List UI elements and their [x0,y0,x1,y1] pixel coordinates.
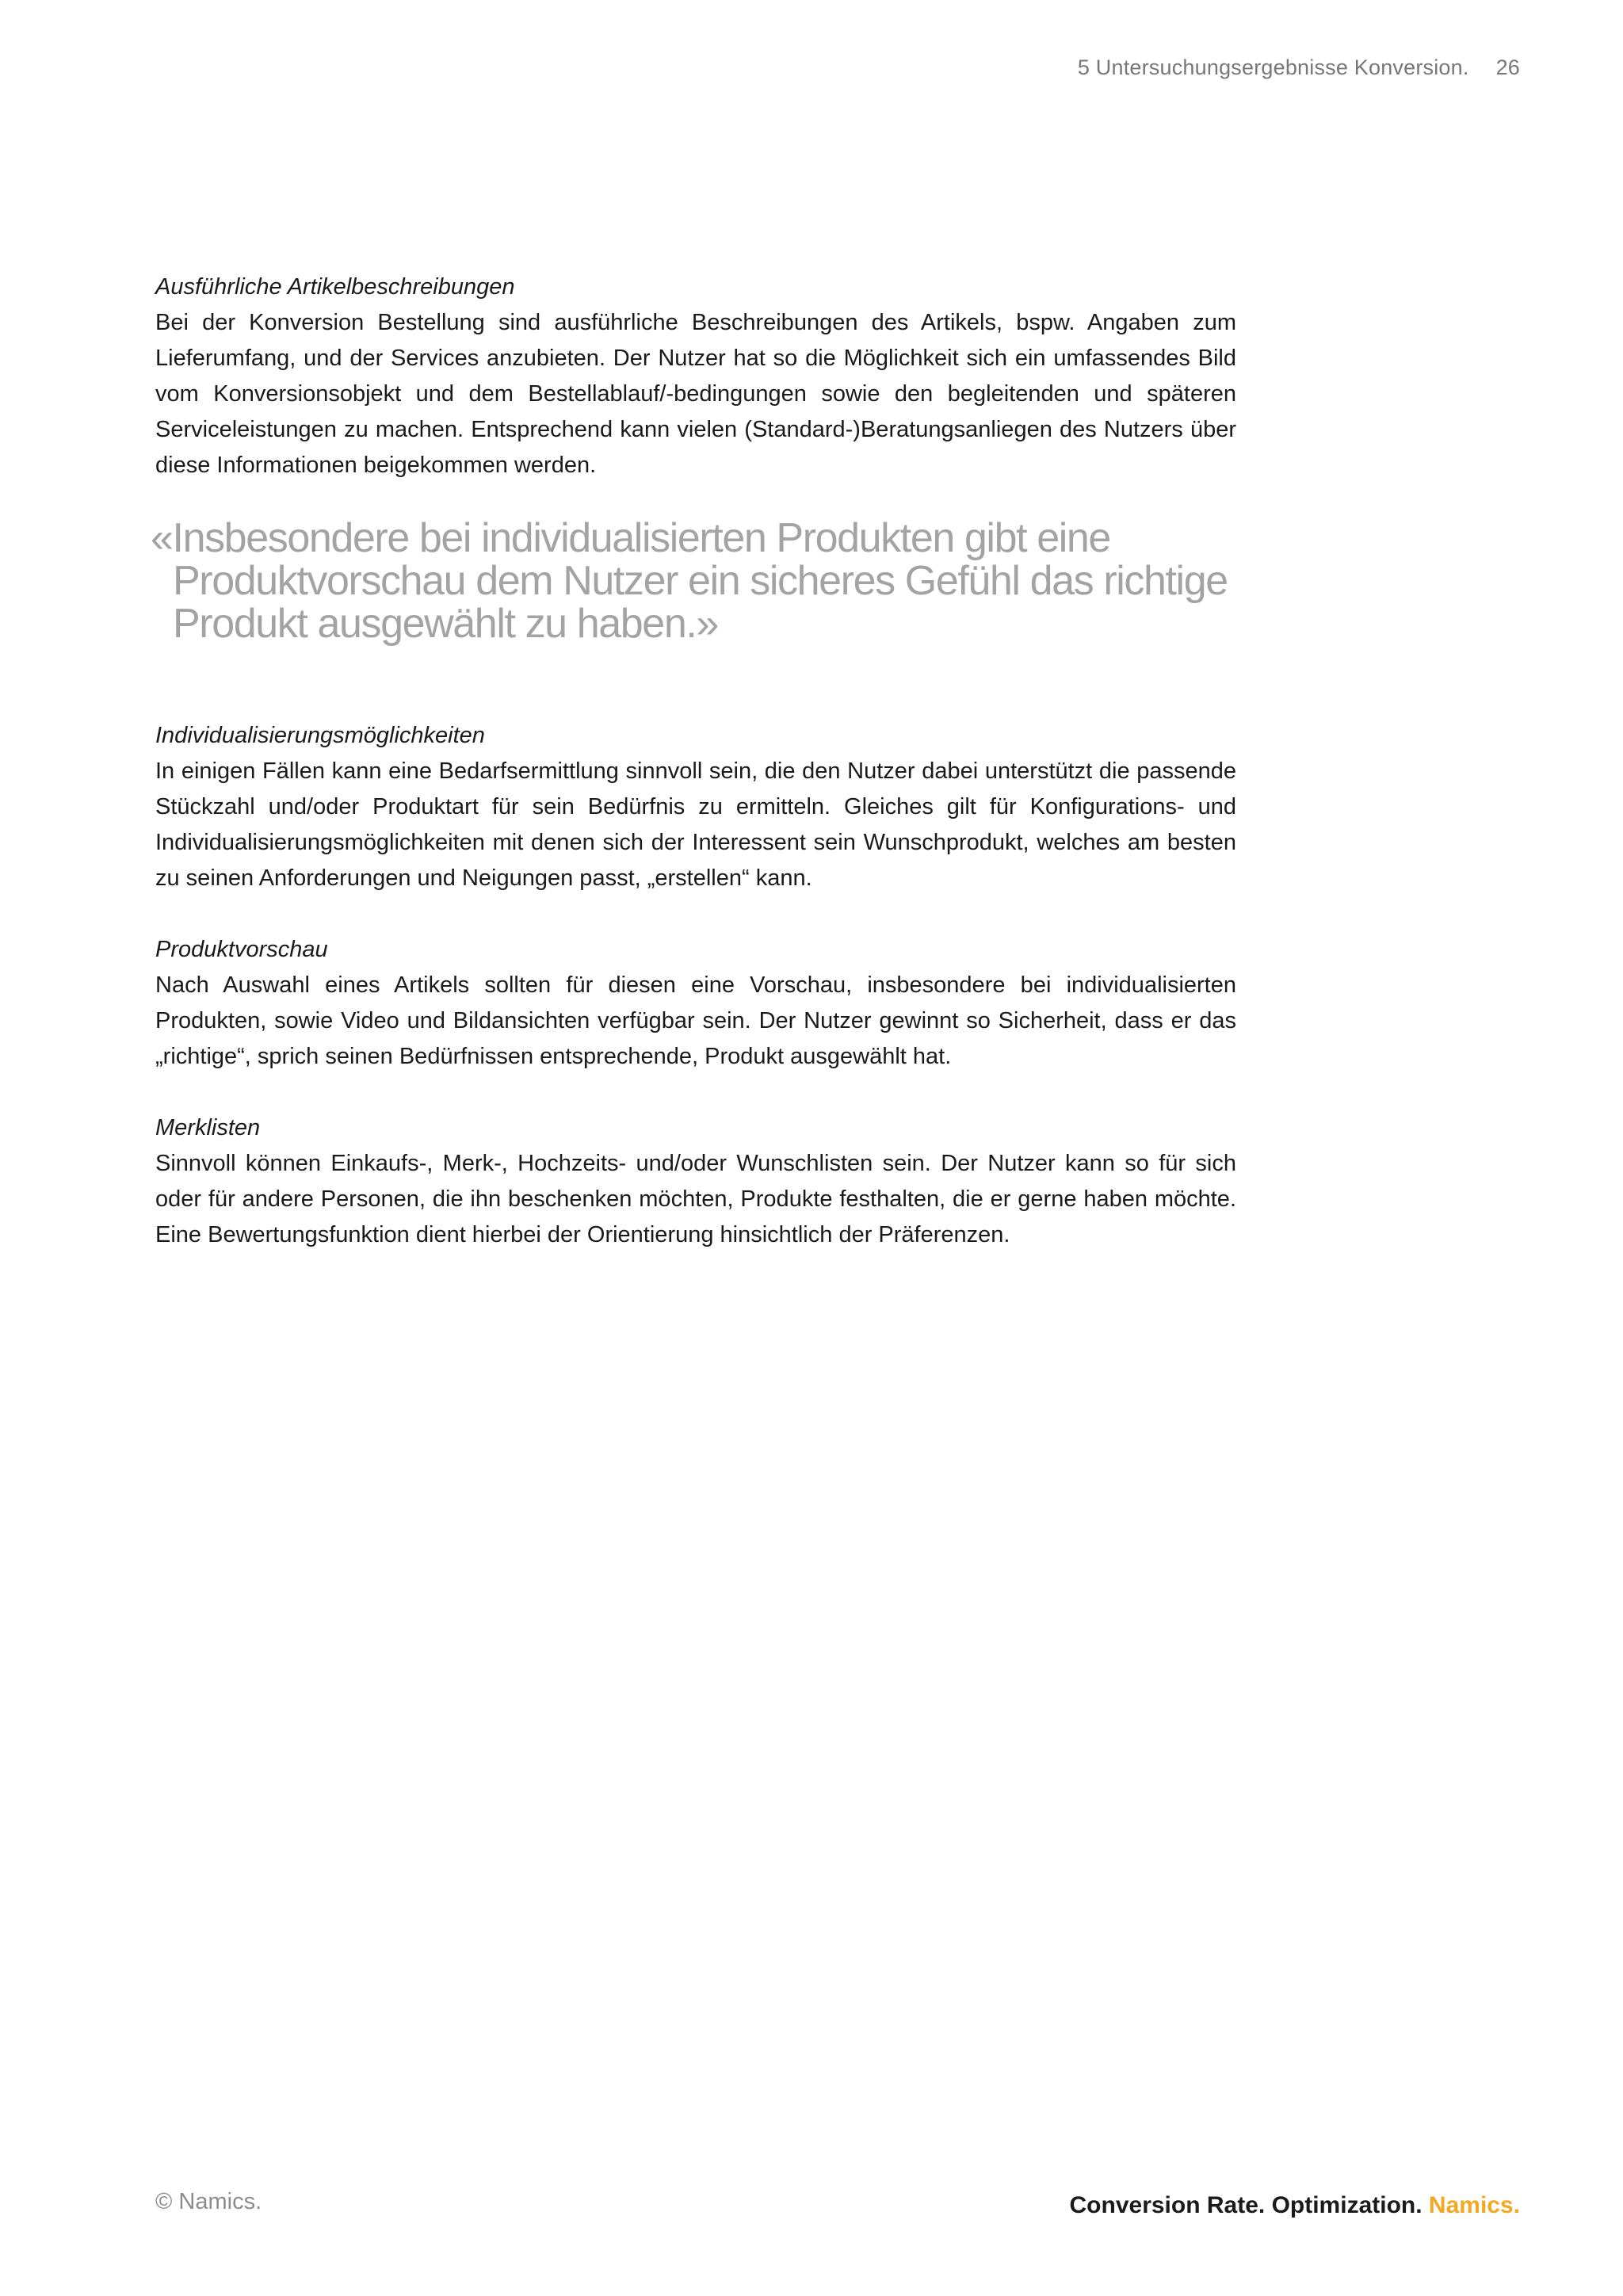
pull-quote [151,517,1244,645]
copyright-notice: © Namics. [155,2189,262,2214]
section-individualisierung [155,718,1236,896]
footer-tagline [1070,2192,1520,2219]
brand-name: Namics. [1428,2192,1520,2218]
page-header [1078,55,1520,80]
pull-quote-line-1: «Insbesondere bei individualisierten Produkten gibt eine [151,515,1110,561]
page-number: 26 [1495,55,1520,79]
tagline-text: Conversion Rate. Optimization. [1069,2192,1423,2218]
section-body: In einigen Fällen kann eine Bedarfsermittlung sinnvoll sein, die den Nutzer dabei unterstützt die passende Stückzahl und/oder Produktart für sein Bedürfnis zu ermitteln. Gleiches gilt für Konfigurations- und Individualisierungsmöglichkeiten mit denen sich der Interessent sein Wunschprodukt, welches am besten zu seinen Anforderungen und Neigungen passt, „erstellen“ kann. [155,758,1236,891]
section-body: Nach Auswahl eines Artikels sollten für diesen eine Vorschau, insbesondere bei individualisierten Produkten, sowie Video und Bildansichten verfügbar sein. Der Nutzer gewinnt so Sicherheit, dass er das „richtige“, sprich seinen Bedürfnissen entsprechende, Produkt ausgewählt hat. [155,972,1236,1069]
section-body: Bei der Konversion Bestellung sind ausführliche Beschreibungen des Artikels, bspw. Angaben zum Lieferumfang, und der Services anzubieten. Der Nutzer hat so die Möglichkeit sich ein umfassendes Bild vom Konversionsobjekt und dem Bestellablauf/-bedingungen sowie den begleitenden und späteren Serviceleistungen zu machen. Entsprechend kann vielen (Standard-)Beratungsanliegen des Nutzers über diese Informationen beigekommen werden. [155,310,1236,478]
section-produktvorschau [155,932,1236,1075]
section-heading: Ausführliche Artikelbeschreibungen [155,274,515,300]
main-content [151,269,1236,1253]
page-footer [155,2189,1520,2229]
section-body: Sinnvoll können Einkaufs-, Merk-, Hochzeits- und/oder Wunschlisten sein. Der Nutzer kann so für sich oder für andere Personen, die ihn beschenken möchten, Produkte festhalten, die er gerne haben möchte. Eine Bewertungsfunktion dient hierbei der Orientierung hinsichtlich der Präferenzen. [155,1151,1236,1247]
section-merklisten [155,1110,1236,1253]
pull-quote-continuation: Produktvorschau dem Nutzer ein sicheres Gefühl das richtige Produkt ausgewählt zu haben.» [173,558,1228,647]
section-heading: Individualisierungsmöglichkeiten [155,723,485,748]
chapter-title: 5 Untersuchungsergebnisse Konversion. [1077,55,1469,79]
section-artikelbeschreibungen [155,269,1236,483]
section-heading: Produktvorschau [155,937,328,962]
section-heading: Merklisten [155,1115,261,1140]
